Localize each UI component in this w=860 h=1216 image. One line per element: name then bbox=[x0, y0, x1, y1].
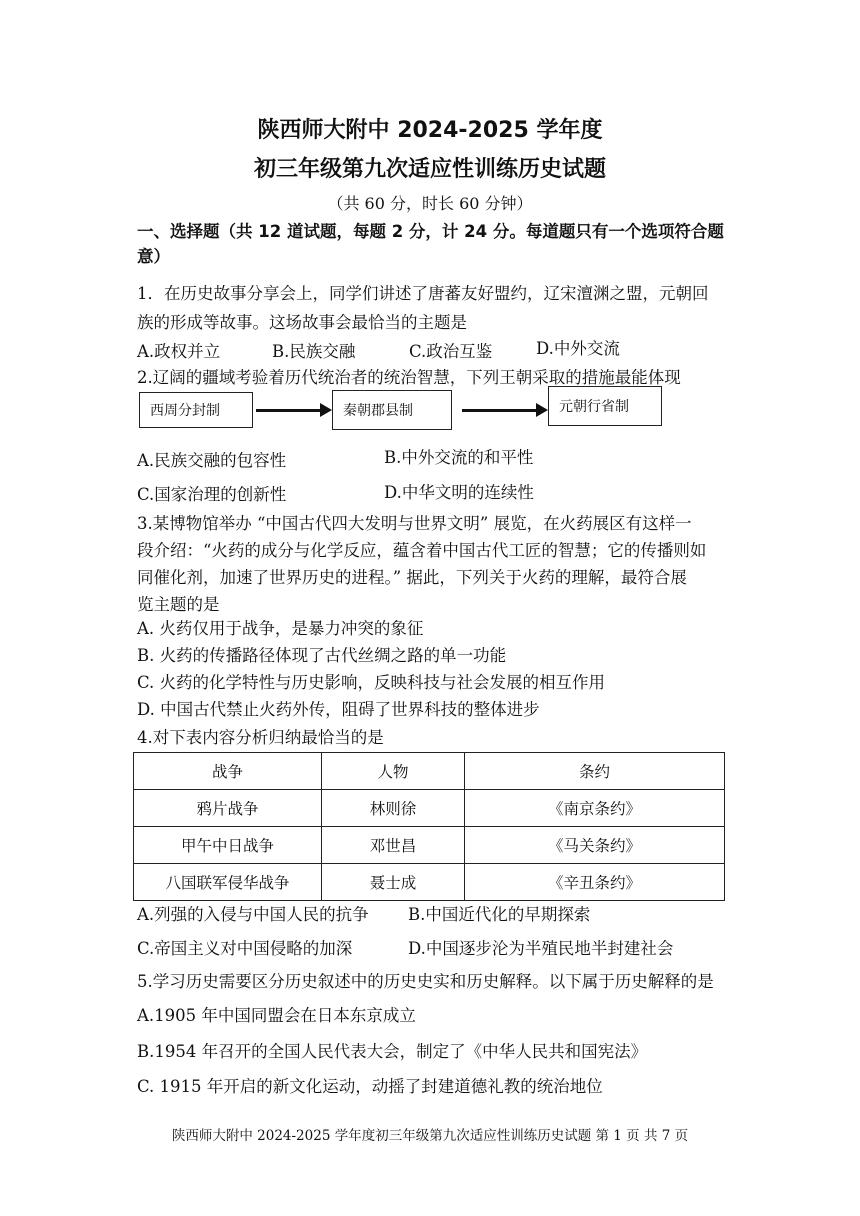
question-2-option-c: C.国家治理的创新性 bbox=[137, 485, 287, 504]
table-cell: 聂士成 bbox=[322, 864, 465, 901]
question-1-option-d: D.中外交流 bbox=[536, 339, 620, 358]
question-5-option-b: B.1954 年召开的全国人民代表大会，制定了《中华人民共和国宪法》 bbox=[137, 1042, 648, 1061]
question-1-stem: 1．在历史故事分享会上，同学们讲述了唐蕃友好盟约，辽宋澶渊之盟，元朝回 bbox=[137, 284, 709, 303]
table-row bbox=[134, 864, 725, 901]
question-2-option-a: A.民族交融的包容性 bbox=[137, 451, 287, 470]
question-4-stem: 4.对下表内容分析归纳最恰当的是 bbox=[137, 728, 384, 747]
exam-title-line2: 初三年级第九次适应性训练历史试题 bbox=[253, 157, 606, 182]
exam-subtitle: （共 60 分，时长 60 分钟） bbox=[327, 194, 533, 213]
table-header-row bbox=[134, 753, 725, 790]
question-3-option-d: D. 中国古代禁止火药外传，阻碍了世界科技的整体进步 bbox=[137, 700, 540, 719]
table-row bbox=[134, 827, 725, 864]
question-4-option-a: A.列强的入侵与中国人民的抗争 bbox=[137, 905, 369, 924]
page-footer: 陕西师大附中 2024-2025 学年度初三年级第九次适应性训练历史试题 第 1 页 共 7 页 bbox=[171, 1128, 689, 1144]
question-3-option-b: B. 火药的传播路径体现了古代丝绸之路的单一功能 bbox=[137, 646, 507, 665]
question-3-stem-cont-3: 览主题的是 bbox=[137, 595, 220, 614]
table-header-war: 战争 bbox=[134, 753, 322, 790]
table-cell: 《南京条约》 bbox=[465, 790, 725, 827]
question-1-option-b: B.民族交融 bbox=[272, 342, 356, 361]
flow-arrow-2 bbox=[462, 409, 538, 412]
question-5-stem: 5.学习历史需要区分历史叙述中的历史史实和历史解释。以下属于历史解释的是 bbox=[137, 972, 714, 991]
question-4-option-b: B.中国近代化的早期探索 bbox=[408, 905, 591, 924]
table-row bbox=[134, 790, 725, 827]
section-heading: 一、选择题（共 12 道试题，每题 2 分，计 24 分。每道题只有一个选项符合题 bbox=[137, 222, 724, 241]
table-cell: 邓世昌 bbox=[322, 827, 465, 864]
exam-title-line1: 陕西师大附中 2024-2025 学年度 bbox=[257, 118, 603, 143]
question-1-stem-cont: 族的形成等故事。这场故事会最恰当的主题是 bbox=[137, 313, 467, 332]
section-heading-cont: 意） bbox=[137, 247, 170, 266]
question-3-stem-cont-2: 同催化剂，加速了世界历史的进程。” 据此，下列关于火药的理解，最符合展 bbox=[137, 568, 687, 587]
flow-box-zhou: 西周分封制 bbox=[139, 392, 253, 428]
table-cell: 《辛丑条约》 bbox=[465, 864, 725, 901]
table-cell: 林则徐 bbox=[322, 790, 465, 827]
question-4-table bbox=[133, 752, 725, 901]
question-1-option-c: C.政治互鉴 bbox=[409, 342, 493, 361]
question-4-option-c: C.帝国主义对中国侵略的加深 bbox=[137, 939, 353, 958]
table-header-treaty: 条约 bbox=[465, 753, 725, 790]
question-2-option-d: D.中华文明的连续性 bbox=[384, 483, 534, 502]
flow-box-yuan: 元朝行省制 bbox=[548, 386, 662, 426]
table-header-person: 人物 bbox=[322, 753, 465, 790]
flow-arrow-1 bbox=[256, 409, 322, 412]
question-4-option-d: D.中国逐步沦为半殖民地半封建社会 bbox=[408, 939, 674, 958]
question-1-option-a: A.政权并立 bbox=[137, 342, 221, 361]
flow-box-qin: 秦朝郡县制 bbox=[332, 390, 452, 430]
question-3-option-a: A. 火药仅用于战争，是暴力冲突的象征 bbox=[137, 619, 424, 638]
table-cell: 鸦片战争 bbox=[134, 790, 322, 827]
table-cell: 八国联军侵华战争 bbox=[134, 864, 322, 901]
question-3-stem: 3.某博物馆举办 “中国古代四大发明与世界文明” 展览，在火药展区有这样一 bbox=[137, 514, 692, 533]
question-5-option-c: C. 1915 年开启的新文化运动，动摇了封建道德礼教的统治地位 bbox=[137, 1077, 603, 1096]
question-3-option-c: C. 火药的化学特性与历史影响，反映科技与社会发展的相互作用 bbox=[137, 673, 606, 692]
question-3-stem-cont-1: 段介绍：“火药的成分与化学反应，蕴含着中国古代工匠的智慧；它的传播则如 bbox=[137, 541, 707, 560]
question-2-option-b: B.中外交流的和平性 bbox=[384, 448, 534, 467]
question-5-option-a: A.1905 年中国同盟会在日本东京成立 bbox=[137, 1006, 416, 1025]
table-cell: 《马关条约》 bbox=[465, 827, 725, 864]
table-cell: 甲午中日战争 bbox=[134, 827, 322, 864]
question-2-stem: 2.辽阔的疆域考验着历代统治者的统治智慧，下列王朝采取的措施最能体现 bbox=[137, 368, 681, 387]
